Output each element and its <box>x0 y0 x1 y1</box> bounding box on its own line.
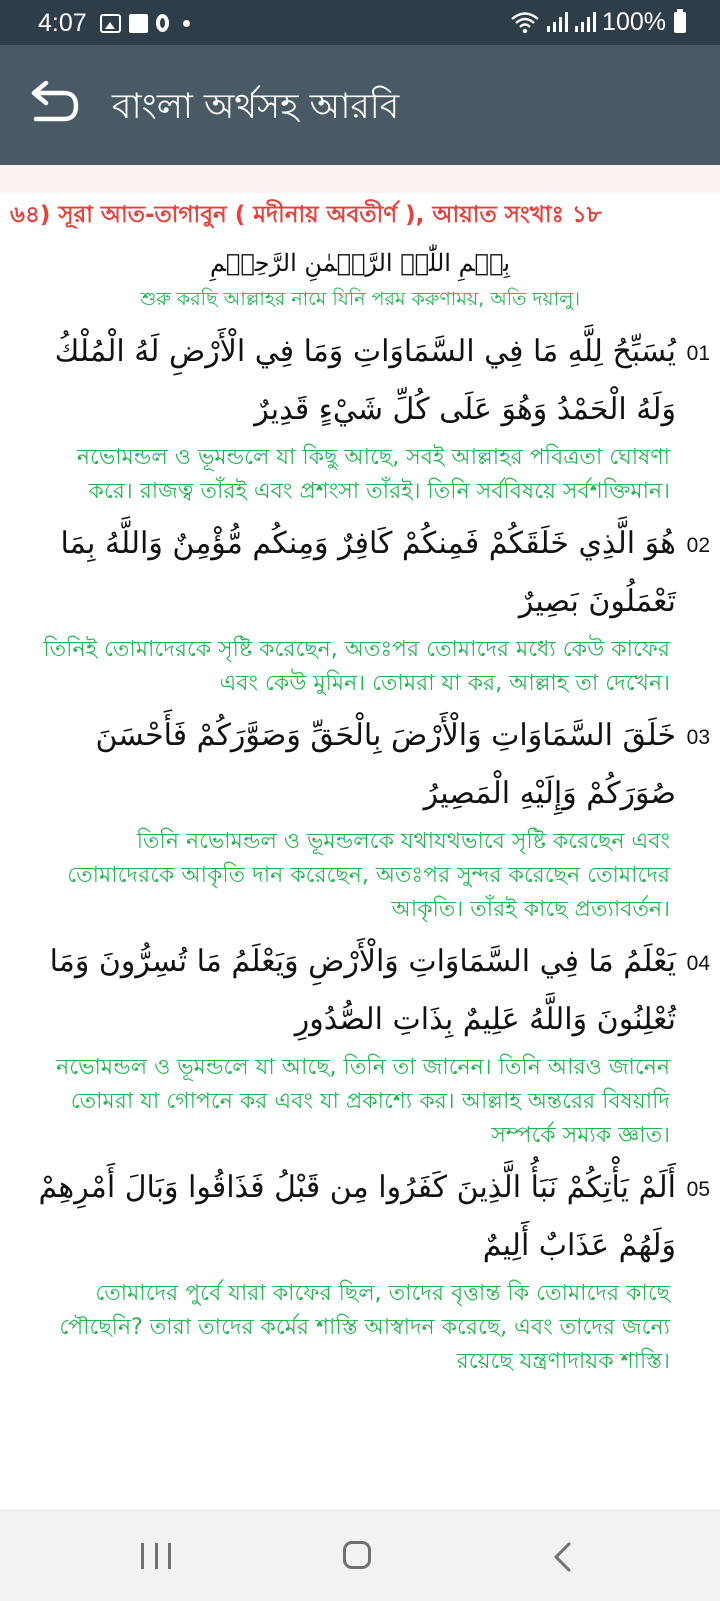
recents-icon <box>155 1543 158 1569</box>
dot-icon <box>183 20 190 27</box>
verse-number: 01 <box>686 342 710 365</box>
verse-bangla: তোমাদের পুর্বে যারা কাফের ছিল, তাদের বৃত্তান্ত কি তোমাদের কাছে পৌছেনি? তারা তাদের কর্মের শাস্তি আস্বাদন করেছে, এবং তাদের জন্যে রয়েছে যন্ত্রণাদায়ক শাস্তি। <box>59 1281 670 1374</box>
verse-arabic <box>0 933 710 1049</box>
bismillah-arabic: بِسۡمِ اللّٰہِ الرَّحۡمٰنِ الرَّحِیۡمِ <box>209 249 511 277</box>
image-icon <box>100 14 121 33</box>
app-title: বাংলা অর্থসহ আরবি <box>112 87 400 127</box>
surah-header: ৬৪) সূরা আত-তাগাবুন ( মদীনায় অবতীর্ণ ), আয়াত সংখাঃ ১৮ <box>10 202 602 228</box>
battery-percent: 100% <box>602 7 666 36</box>
verse-item[interactable] <box>0 515 720 701</box>
verse-number: 03 <box>686 726 710 749</box>
verse-arabic <box>0 323 710 439</box>
verse-item[interactable] <box>0 1159 720 1379</box>
back-chevron-icon <box>548 1542 578 1572</box>
system-icons <box>510 8 686 36</box>
signal-icon <box>546 11 568 33</box>
verse-bangla: তিনিই তোমাদেরকে সৃষ্টি করেছেন, অতঃপর তোমাদের মধ্যে কেউ কাফের এবং কেউ মুমিন। তোমরা যা কর, আল্লাহ তা দেখেন। <box>43 637 670 696</box>
square-icon <box>129 14 148 33</box>
home-button[interactable] <box>343 1541 371 1569</box>
verse-bangla: তিনি নভোমন্ডল ও ভূমন্ডলকে যথাযথভাবে সৃষ্টি করেছেন এবং তোমাদেরকে আকৃতি দান করেছেন, অতঃপর সুন্দর করেছেন তোমাদের আকৃতি। তাঁরই কাছে প্রত্যাবর্তন। <box>67 829 670 922</box>
verse-arabic-text: خَلَقَ السَّمَاوَاتِ وَالْأَرْضَ بِالْحَقِّ وَصَوَّرَكُمْ فَأَحْسَنَ صُوَرَكُمْ وَإِلَيْهِ الْمَصِيرُ <box>95 718 676 811</box>
app-bar <box>0 45 720 165</box>
recents-icon <box>168 1543 171 1569</box>
navigation-bar <box>0 1510 720 1601</box>
verse-arabic-text: أَلَمْ يَأْتِكُمْ نَبَأُ الَّذِينَ كَفَرُوا مِن قَبْلُ فَذَاقُوا وَبَالَ أَمْرِهِمْ وَلَهُمْ عَذَابٌ أَلِيمٌ <box>38 1170 676 1263</box>
verse-arabic <box>0 515 710 631</box>
verse-item[interactable] <box>0 933 720 1153</box>
verse-item[interactable] <box>0 323 720 509</box>
top-spacer <box>0 165 720 193</box>
verse-item[interactable] <box>0 707 720 927</box>
bismillah-bangla: শুরু করছি আল্লাহর নামে যিনি পরম করুণাময়, অতি দয়ালু। <box>139 288 581 310</box>
verse-bangla: নভোমন্ডল ও ভূমন্ডলে যা কিছু আছে, সবই আল্লাহর পবিত্রতা ঘোষণা করে। রাজত্ব তাঁরই এবং প্রশংসা তাঁরই। তিনি সর্ববিষয়ে সর্বশক্তিমান। <box>76 445 670 504</box>
notification-icons <box>100 12 190 34</box>
verse-arabic-text: يَعْلَمُ مَا فِي السَّمَاوَاتِ وَالْأَرْضِ وَيَعْلَمُ مَا تُسِرُّونَ وَمَا تُعْلِنُونَ وَاللَّهُ عَلِيمٌ بِذَاتِ الصُّدُورِ <box>49 944 676 1037</box>
back-arrow-icon <box>24 79 84 133</box>
wifi-icon <box>510 10 540 34</box>
verse-arabic-text: هُوَ الَّذِي خَلَقَكُمْ فَمِنكُمْ كَافِرٌ وَمِنكُم مُّؤْمِنٌ وَاللَّهُ بِمَا تَعْمَلُونَ بَصِيرٌ <box>60 526 676 619</box>
verse-bangla: নভোমন্ডল ও ভূমন্ডলে যা আছে, তিনি তা জানেন। তিনি আরও জানেন তোমরা যা গোপনে কর এবং যা প্রকাশ্যে কর। আল্লাহ অন্তরের বিষয়াদি সম্পর্কে সম্যক জ্ঞাত। <box>56 1055 670 1148</box>
opera-icon <box>156 14 169 32</box>
recents-button[interactable] <box>141 1543 171 1569</box>
verse-number: 02 <box>686 534 710 557</box>
verse-number: 05 <box>686 1178 710 1201</box>
verse-arabic-text: يُسَبِّحُ لِلَّهِ مَا فِي السَّمَاوَاتِ وَمَا فِي الْأَرْضِ لَهُ الْمُلْكُ وَلَهُ الْحَمْدُ وَهُوَ عَلَى كُلِّ شَيْءٍ قَدِيرٌ <box>54 334 676 427</box>
back-button[interactable] <box>24 79 84 133</box>
verse-number: 04 <box>686 952 710 975</box>
status-bar <box>0 0 720 45</box>
status-time: 4:07 <box>38 9 87 37</box>
nav-back-button[interactable] <box>548 1542 578 1572</box>
recents-icon <box>141 1543 144 1569</box>
signal-icon <box>574 11 596 33</box>
verse-list[interactable] <box>0 165 720 1510</box>
verse-arabic <box>0 707 710 823</box>
battery-icon <box>674 12 686 33</box>
verse-arabic <box>0 1159 710 1275</box>
